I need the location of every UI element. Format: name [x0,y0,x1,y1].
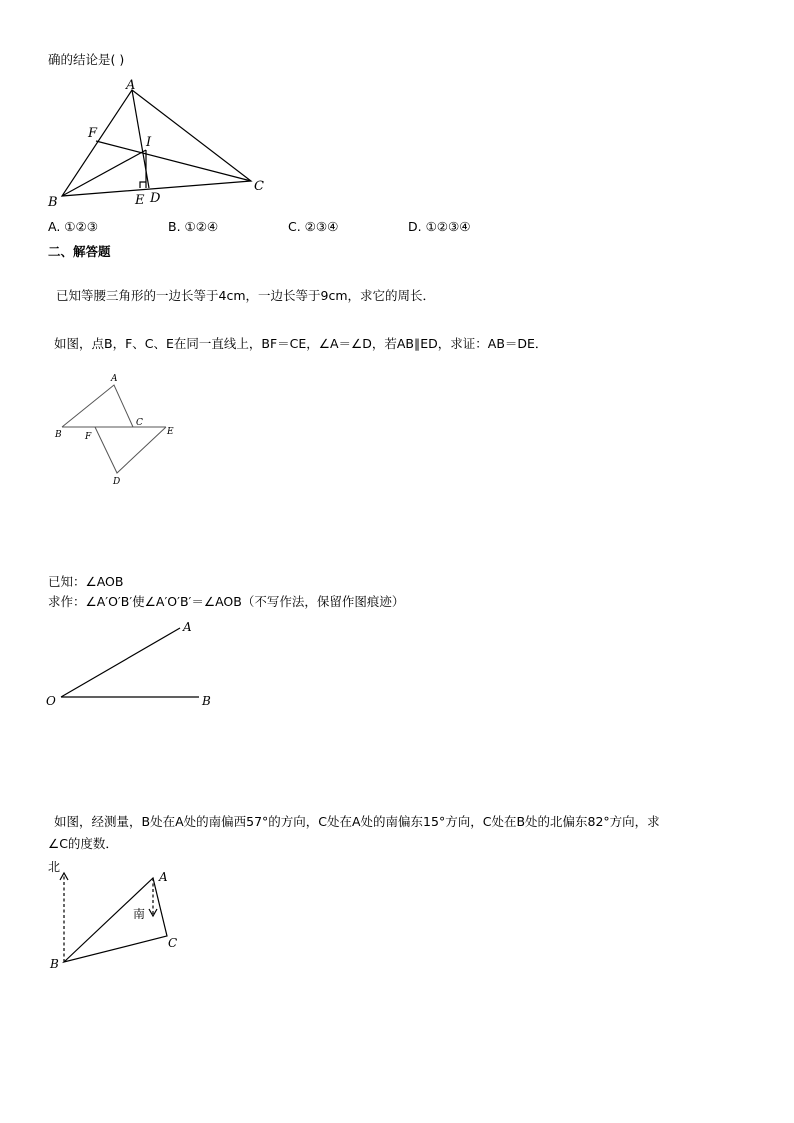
question-3-given: 已知：∠AOB [48,574,124,589]
triangle-abc-bearing [64,878,167,962]
question-1-text: 已知等腰三角形的一边长等于4cm，一边长等于9cm，求它的周长． [56,288,436,303]
label-e: E [135,193,145,208]
question-text-fragment: 确的结论是( ) [48,52,125,67]
fig4-label-c: C [168,936,178,950]
fig2-label-f: F [85,432,92,442]
label-f: F [88,126,98,141]
label-c: C [254,179,264,194]
fig3-label-a: A [183,620,192,634]
fig2-label-d: D [113,477,121,487]
fig3-label-b: B [202,694,211,708]
question-4-line-2: ∠C的度数． [48,836,118,851]
fig4-label-a: A [159,870,168,884]
question-4-line-1: 如图，经测量，B处在A处的南偏西57°的方向，C处在A处的南偏东15°方向，C处在B处的北偏东82°方向，求 [54,814,660,829]
label-i: I [146,135,152,150]
option-b: B. ①②④ [168,219,219,234]
option-c: C. ②③④ [288,219,339,234]
bearing-figure [0,0,200,980]
fig2-label-c: C [136,418,143,428]
question-3-construct: 求作：∠A′O′B′使∠A′O′B′＝∠AOB（不写作法，保留作图痕迹） [48,594,405,609]
fig3-label-o: O [46,694,56,708]
option-a: A. ①②③ [48,219,98,234]
fig2-label-e: E [167,427,174,437]
label-a: A [126,78,136,93]
south-label: 南 [133,907,146,921]
section-title: 二、解答题 [48,244,111,259]
north-label: 北 [48,860,61,874]
option-d: D. ①②③④ [408,219,471,234]
label-b: B [48,195,58,210]
fig2-label-a: A [111,374,118,384]
fig2-label-b: B [55,430,62,440]
question-2-text: 如图，点B，F、C、E在同一直线上，BF＝CE，∠A＝∠D，若AB∥ED，求证：AB＝DE． [54,336,548,351]
fig4-label-b: B [50,957,59,971]
label-d: D [150,191,161,206]
